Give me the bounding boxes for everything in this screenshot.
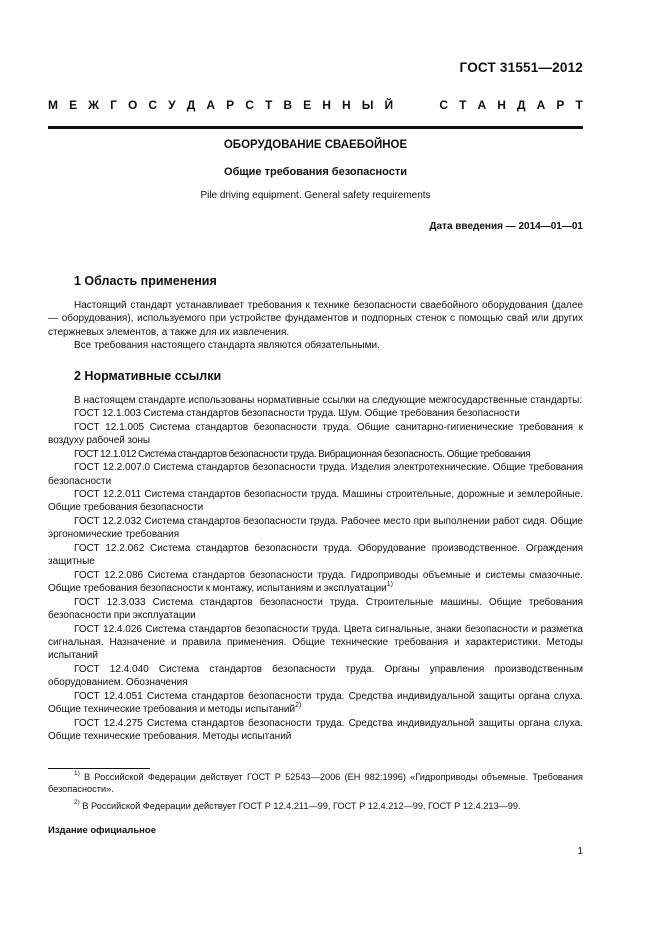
document-subtitle: Общие требования безопасности <box>224 166 407 178</box>
banner-letter: Р <box>556 98 565 112</box>
banner-letter: А <box>206 98 216 112</box>
document-title: ОБОРУДОВАНИЕ СВАЕБОЙНОЕ <box>223 139 408 151</box>
reference-text: ГОСТ 12.1.005 Система стандартов безопасности труда. Общие санитарно-гигиенические требования к воздуху рабочей зоны <box>48 421 583 447</box>
banner-letter: Г <box>110 98 117 112</box>
reference-text: ГОСТ 12.2.062 Система стандартов безопасности труда. Оборудование производственное. Ограждения защитные <box>48 542 583 568</box>
banner-letter: В <box>283 98 293 112</box>
footnote <box>48 771 583 796</box>
reference-text: ГОСТ 12.1.003 Система стандартов безопасности труда. Шум. Общие требования безопасности <box>74 408 520 420</box>
references-intro: В настоящем стандарте использованы нормативные ссылки на следующие межгосударственные стандарты: <box>74 394 583 406</box>
reference-item <box>48 690 583 717</box>
banner-word-gap <box>404 98 428 112</box>
reference-item <box>48 569 583 596</box>
banner-letter: Т <box>459 98 467 112</box>
banner-letter: А <box>536 98 546 112</box>
footnote-mark: 2) <box>74 798 80 806</box>
reference-item <box>48 717 583 744</box>
banner-letter: Й <box>384 98 394 112</box>
banner-letter: С <box>439 98 448 112</box>
reference-item <box>48 461 583 488</box>
english-title: Pile driving equipment. General safety requirements <box>200 190 431 201</box>
banner-letter: Н <box>322 98 331 112</box>
footnote-text: В Российской Федерации действует ГОСТ Р 12.4.211—99, ГОСТ Р 12.4.212—99, ГОСТ Р 12.4.213—99. <box>79 800 521 811</box>
footnote-marker: 1) <box>386 580 393 588</box>
banner-letter: С <box>245 98 254 112</box>
footnote-mark: 1) <box>74 769 80 777</box>
reference-text: ГОСТ 12.4.275 Система стандартов безопасности труда. Средства индивидуальной защиты органа слуха. Общие технические требования. Методы испытаний <box>48 717 583 743</box>
banner-letter: Н <box>497 98 506 112</box>
banner-letter: Д <box>186 98 196 112</box>
banner-letter: Ж <box>88 98 100 112</box>
standard-type-banner <box>48 98 583 112</box>
banner-letter: М <box>48 98 58 112</box>
reference-text: ГОСТ 12.4.026 Система стандартов безопасности труда. Цвета сигнальные, знаки безопасности и разметка сигнальная. Назначение и правила применения. Общие технические требования и характеристики. Методы испытаний <box>48 623 583 662</box>
banner-letter: Т <box>264 98 273 112</box>
reference-text: ГОСТ 12.3.033 Система стандартов безопасности труда. Строительные машины. Общие требования безопасности при эксплуатации <box>48 596 583 622</box>
reference-item <box>48 515 583 542</box>
scope-paragraph: Все требования настоящего стандарта являются обязательными. <box>74 340 380 352</box>
reference-item <box>48 542 583 569</box>
banner-letter: Е <box>303 98 312 112</box>
banner-letter: С <box>148 98 158 112</box>
section-heading-references: 2 Нормативные ссылки <box>74 368 222 383</box>
header-rule <box>48 126 583 129</box>
reference-text: ГОСТ 12.1.012 Система стандартов безопасности труда. Вибрационная безопасность. Общие требования <box>74 448 531 460</box>
official-edition-label: Издание официальное <box>48 825 156 836</box>
banner-letter: Р <box>226 98 235 112</box>
reference-text: ГОСТ 12.2.007.0 Система стандартов безопасности труда. Изделия электротехнические. Общие требования безопасности <box>48 462 583 487</box>
footnotes <box>48 771 583 812</box>
section-heading-scope: 1 Область применения <box>74 274 217 288</box>
reference-item <box>48 488 583 515</box>
reference-text: ГОСТ 12.2.011 Система стандартов безопасности труда. Машины строительные, дорожные и землеройные. Общие требования безопасности <box>48 488 583 514</box>
reference-text: ГОСТ 12.4.051 Система стандартов безопасности труда. Средства индивидуальной защиты органа слуха. Общие технические требования и методы испытаний <box>48 690 583 716</box>
introduction-date: Дата введения — 2014—01—01 <box>429 221 583 232</box>
banner-letter: Н <box>341 98 351 112</box>
banner-letter: О <box>128 98 138 112</box>
footnote <box>48 800 583 812</box>
reference-text: ГОСТ 12.2.032 Система стандартов безопасности труда. Рабочее место при выполнении работ сидя. Общие эргономические требования <box>48 515 583 541</box>
page-number: 1 <box>577 846 583 857</box>
reference-text: ГОСТ 12.4.040 Система стандартов безопасности труда. Органы управления производственным оборудованием. Обозначения <box>48 663 583 689</box>
banner-letter: А <box>477 98 487 112</box>
reference-item <box>48 663 583 690</box>
reference-item <box>48 596 583 623</box>
banner-letter: Д <box>517 98 526 112</box>
banner-letter: Е <box>69 98 78 112</box>
reference-item <box>48 407 583 420</box>
reference-item <box>48 421 583 448</box>
footnote-text: В Российской Федерации действует ГОСТ Р 52543—2006 (ЕН 982:1996) «Гидроприводы объемные. Требования безопасности». <box>48 772 583 795</box>
reference-item <box>48 623 583 663</box>
footnote-marker: 2) <box>295 701 302 709</box>
document-code: ГОСТ 31551—2012 <box>459 60 583 75</box>
footnote-separator <box>48 768 150 769</box>
reference-text: ГОСТ 12.2.086 Система стандартов безопасности труда. Гидроприводы объемные и системы смазочные. Общие требования безопасности к монтажу, испытаниям и эксплуатации <box>48 569 583 595</box>
scope-paragraph: Настоящий стандарт устанавливает требования к технике безопасности сваебойного оборудования (далее — оборудования), используемого при устройстве фундаментов и подпорных стенок с помощью свай или других стержневых элементов, а также для их извлечения. <box>48 300 583 338</box>
reference-item <box>48 448 583 461</box>
document-body <box>48 272 583 744</box>
banner-letter: У <box>168 98 176 112</box>
banner-letter: Т <box>575 98 583 112</box>
banner-letter: Ы <box>361 98 374 112</box>
